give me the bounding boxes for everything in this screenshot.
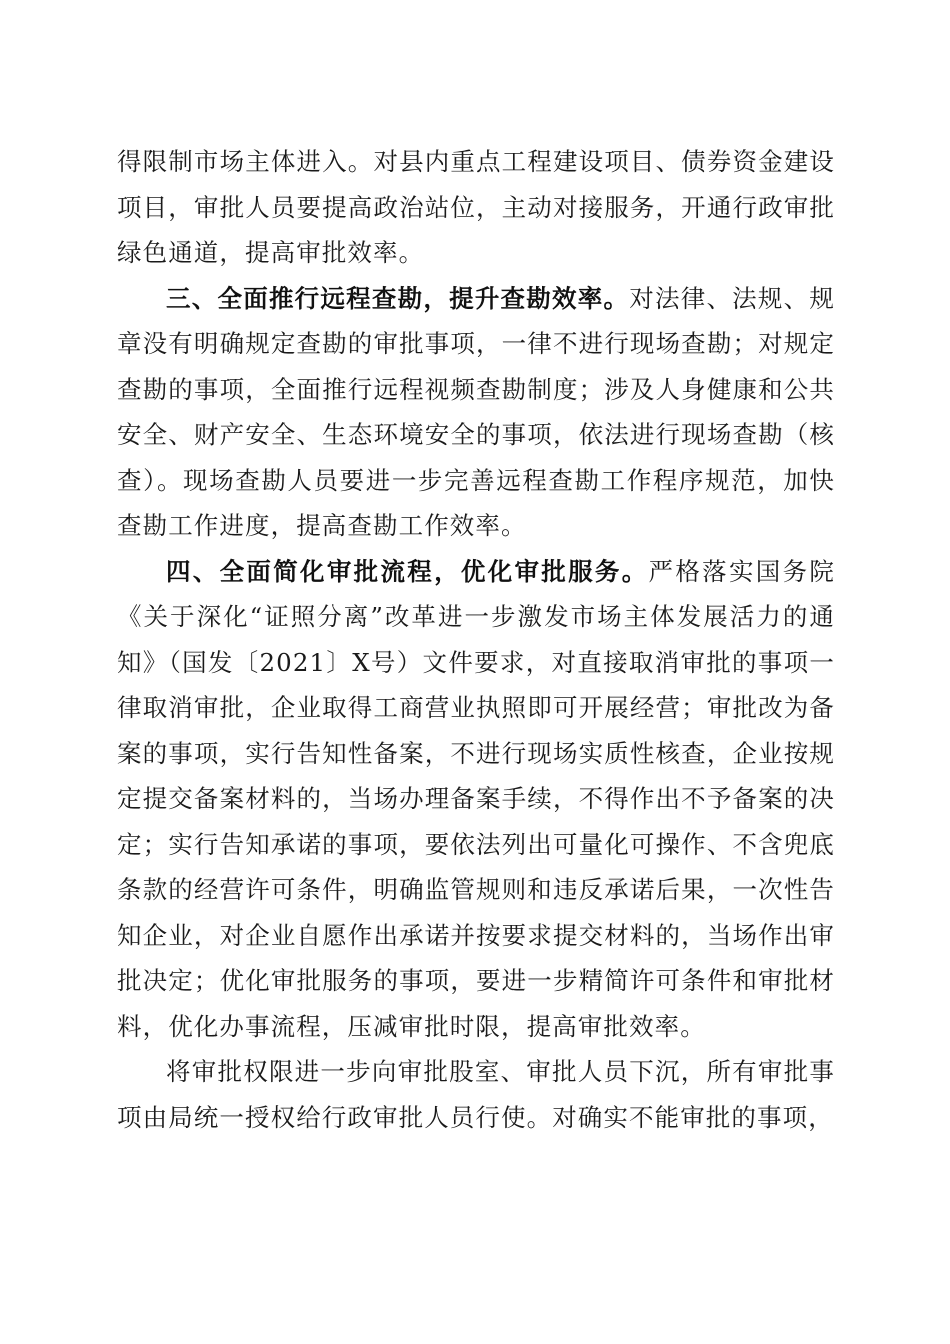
- paragraph-section-three: [117, 276, 835, 549]
- section-heading-three: 三、全面推行远程查勘，提升查勘效率。: [166, 283, 630, 313]
- paragraph-continuation: [117, 139, 835, 276]
- paragraph-text: 对法律、法规、规章没有明确规定查勘的审批事项，一律不进行现场查勘；对规定查勘的事项，全面推行远程视频查勘制度；涉及人身健康和公共安全、财产安全、生态环境安全的事项，依法进行现场查勘（核查）。现场查勘人员要进一步完善远程查勘工作程序规范，加快查勘工作进度，提高查勘工作效率。: [117, 283, 835, 540]
- document-body: [117, 139, 835, 1140]
- paragraph-text: 将审批权限进一步向审批股室、审批人员下沉，所有审批事项由局统一授权给行政审批人员行使。对确实不能审批的事项，: [117, 1057, 835, 1132]
- paragraph-text: 得限制市场主体进入。对县内重点工程建设项目、债券资金建设项目，审批人员要提高政治站位，主动对接服务，开通行政审批绿色通道，提高审批效率。: [117, 147, 835, 267]
- paragraph-delegation: [117, 1049, 835, 1140]
- section-heading-four: 四、全面简化审批流程，优化审批服务。: [166, 556, 649, 586]
- paragraph-text: 严格落实国务院《关于深化“证照分离”改革进一步激发市场主体发展活力的通知》（国发〔2021〕X号）文件要求，对直接取消审批的事项一律取消审批，企业取得工商营业执照即可开展经营；审批改为备案的事项，实行告知性备案，不进行现场实质性核查，企业按规定提交备案材料的，当场办理备案手续，不得作出不予备案的决定；实行告知承诺的事项，要依法列出可量化可操作、不含兜底条款的经营许可条件，明确监管规则和违反承诺后果，一次性告知企业，对企业自愿作出承诺并按要求提交材料的，当场作出审批决定；优化审批服务的事项，要进一步精简许可条件和审批材料，优化办事流程，压减审批时限，提高审批效率。: [117, 556, 835, 1041]
- paragraph-section-four: [117, 549, 835, 1050]
